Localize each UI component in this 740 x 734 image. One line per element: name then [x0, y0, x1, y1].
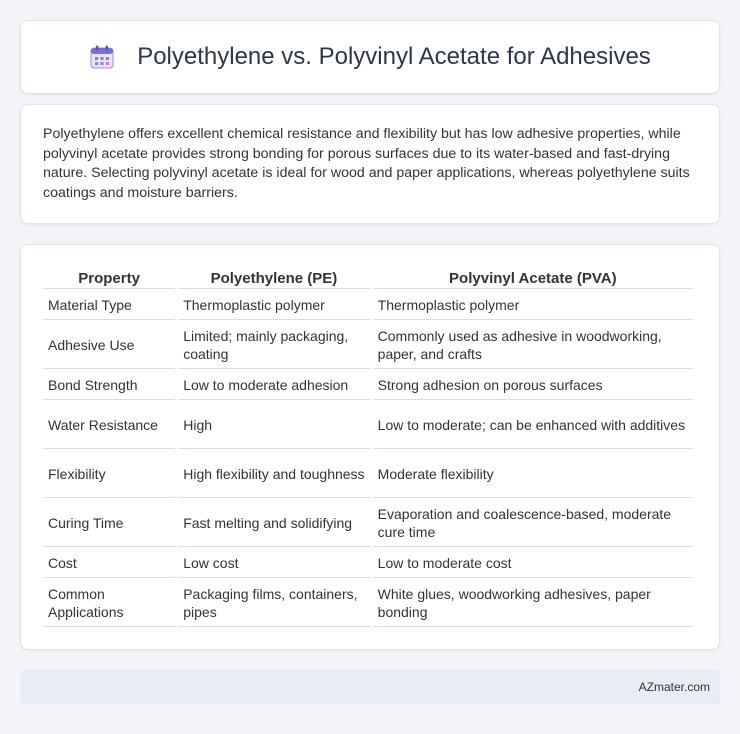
footer-bar — [20, 670, 720, 704]
summary-text: Polyethylene offers excellent chemical resistance and flexibility but has low adhesive properties, while polyvinyl acetate provides strong bonding for porous surfaces due to its water-based and fast-drying nature. Selecting polyvinyl acetate is ideal for wood and paper applications, whereas polyethylene suits coatings and moisture barriers. — [43, 126, 690, 201]
table-row — [43, 498, 693, 547]
property-cell: Water Resistance — [43, 400, 175, 449]
property-cell: Cost — [43, 547, 175, 578]
table-header-row — [43, 265, 693, 289]
page-title: Polyethylene vs. Polyvinyl Acetate for Adhesives — [137, 43, 651, 70]
pe-cell: Thermoplastic polymer — [178, 289, 369, 320]
pe-cell: Low to moderate adhesion — [178, 369, 369, 400]
table-row — [43, 449, 693, 498]
summary-card — [20, 104, 720, 224]
pva-cell: Moderate flexibility — [373, 449, 693, 498]
pe-cell: Low cost — [178, 547, 369, 578]
pe-cell: Fast melting and solidifying — [178, 498, 369, 547]
pva-cell: White glues, woodworking adhesives, paper bonding — [373, 578, 693, 627]
pe-cell: High flexibility and toughness — [178, 449, 369, 498]
property-cell: Material Type — [43, 289, 175, 320]
footer-site-link[interactable]: AZmater.com — [638, 680, 710, 694]
pe-cell: High — [178, 400, 369, 449]
table-row — [43, 369, 693, 400]
calendar-icon — [89, 44, 115, 70]
table-row — [43, 320, 693, 369]
comparison-table — [40, 265, 696, 627]
property-cell: Curing Time — [43, 498, 175, 547]
comparison-table-card — [20, 244, 720, 650]
header-property: Property — [43, 265, 175, 289]
header-polyvinyl-acetate: Polyvinyl Acetate (PVA) — [373, 265, 693, 289]
pe-cell: Packaging films, containers, pipes — [178, 578, 369, 627]
pva-cell: Thermoplastic polymer — [373, 289, 693, 320]
header-polyethylene: Polyethylene (PE) — [178, 265, 369, 289]
pva-cell: Evaporation and coalescence-based, moderate cure time — [373, 498, 693, 547]
pva-cell: Low to moderate cost — [373, 547, 693, 578]
pva-cell: Commonly used as adhesive in woodworking, paper, and crafts — [373, 320, 693, 369]
table-row — [43, 578, 693, 627]
pe-cell: Limited; mainly packaging, coating — [178, 320, 369, 369]
property-cell: Common Applications — [43, 578, 175, 627]
property-cell: Flexibility — [43, 449, 175, 498]
pva-cell: Strong adhesion on porous surfaces — [373, 369, 693, 400]
table-row — [43, 547, 693, 578]
property-cell: Bond Strength — [43, 369, 175, 400]
title-wrap — [89, 43, 651, 71]
title-card — [20, 20, 720, 94]
property-cell: Adhesive Use — [43, 320, 175, 369]
table-row — [43, 289, 693, 320]
table-row — [43, 400, 693, 449]
pva-cell: Low to moderate; can be enhanced with additives — [373, 400, 693, 449]
